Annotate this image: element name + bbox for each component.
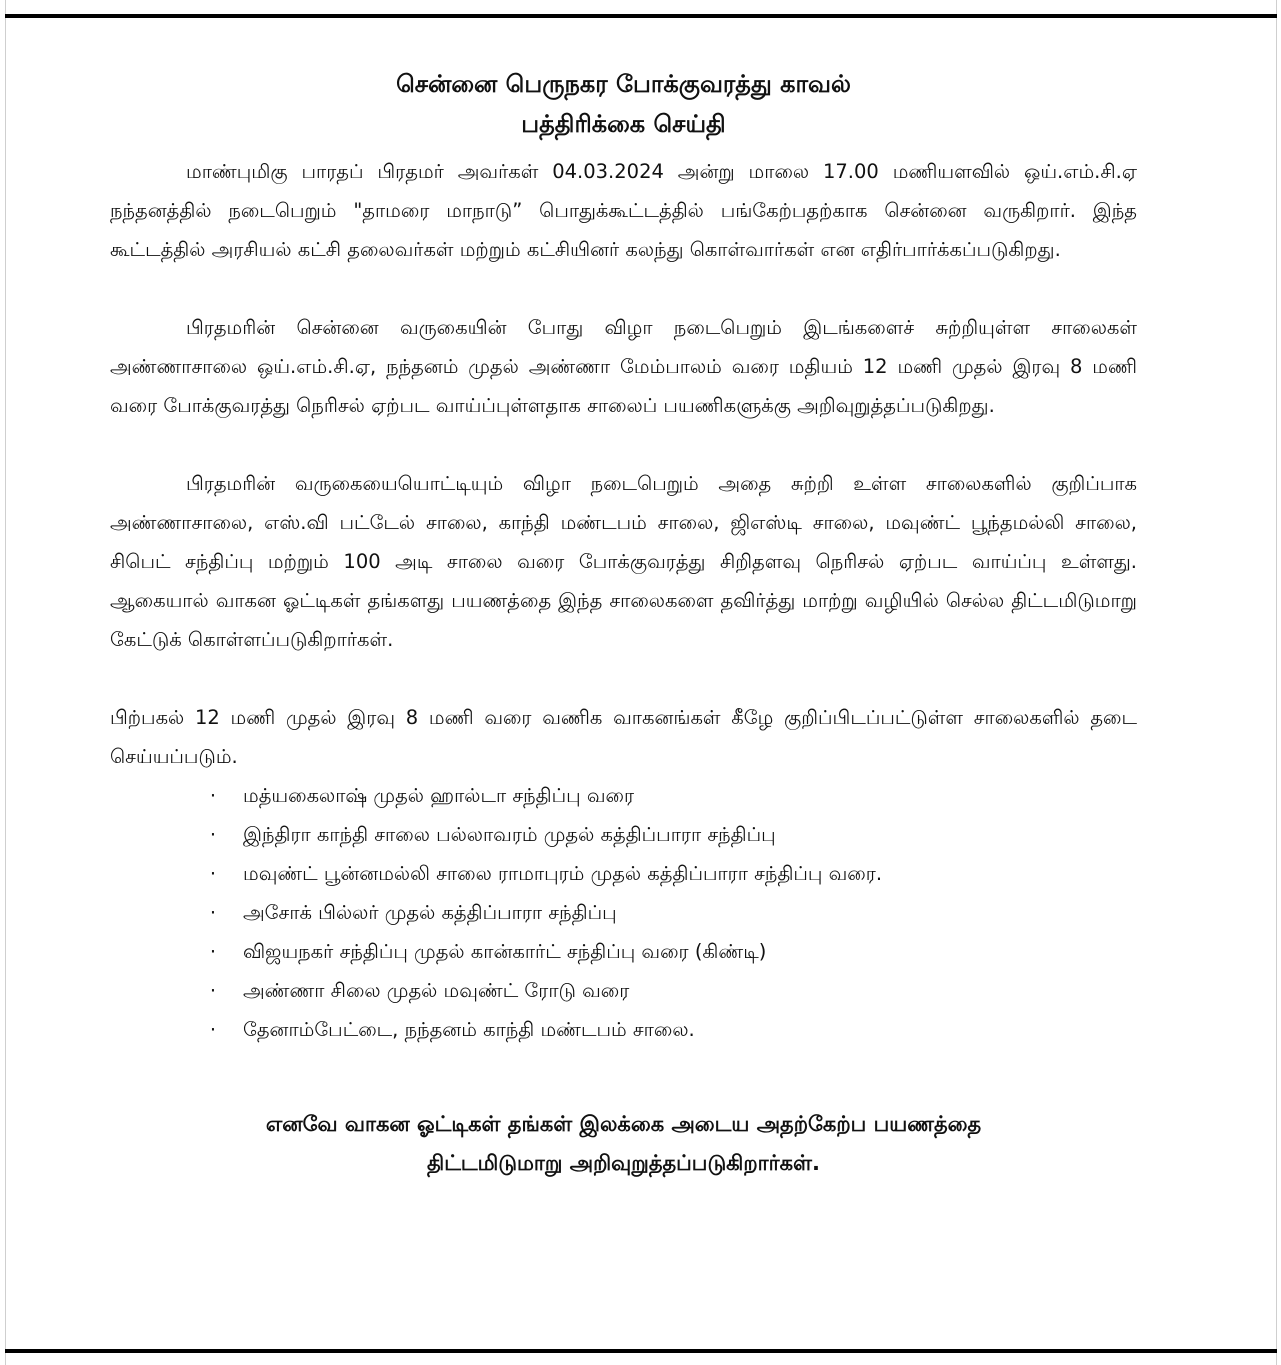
list-item-text: இந்திரா காந்தி சாலை பல்லாவரம் முதல் கத்திப்பாரா சந்திப்பு <box>243 823 776 846</box>
list-item <box>207 893 1137 932</box>
list-item-text: விஜயநகர் சந்திப்பு முதல் கான்கார்ட் சந்திப்பு வரை (கிண்டி) <box>243 940 767 963</box>
list-item <box>207 971 1137 1010</box>
bullet-icon: · <box>209 979 217 1002</box>
paragraph-congestion-annasalai: பிரதமரின் சென்னை வருகையின் போது விழா நடைபெறும் இடங்களைச் சுற்றியுள்ள சாலைகள் அண்ணாசாலை ஒய்.எம்.சி.ஏ, நந்தனம் முதல் அண்ணா மேம்பாலம் வரை மதியம் 12 மணி முதல் இரவு 8 மணி வரை போக்குவரத்து நெரிசல் ஏற்பட வாய்ப்புள்ளதாக சாலைப் பயணிகளுக்கு அறிவுறுத்தப்படுகிறது. <box>110 316 1137 417</box>
list-item <box>207 815 1137 854</box>
bullet-icon: · <box>209 784 217 807</box>
page-edge-left <box>5 0 6 1365</box>
bullet-icon: · <box>209 940 217 963</box>
list-item-text: தேனாம்பேட்டை, நந்தனம் காந்தி மண்டபம் சாலை. <box>243 1018 695 1041</box>
document-title-line1: சென்னை பெருநகர போக்குவரத்து காவல் <box>396 70 851 98</box>
restricted-roads-list <box>110 776 1137 1049</box>
bullet-icon: · <box>209 862 217 885</box>
closing-line1: எனவே வாகன ஓட்டிகள் தங்கள் இலக்கை அடைய அதற்கேற்ப பயணத்தை <box>265 1112 982 1136</box>
list-item <box>207 854 1137 893</box>
paragraph-commercial-vehicle-ban: பிற்பகல் 12 மணி முதல் இரவு 8 மணி வரை வணிக வாகனங்கள் கீழே குறிப்பிடப்பட்டுள்ள சாலைகளில் தடை செய்யப்படும். <box>110 706 1137 768</box>
list-item-text: அசோக் பில்லர் முதல் கத்திப்பாரா சந்திப்பு <box>243 901 617 924</box>
bullet-icon: · <box>209 901 217 924</box>
press-release-document <box>110 64 1137 1183</box>
list-item <box>207 1010 1137 1049</box>
list-item-text: மத்யகைலாஷ் முதல் ஹால்டா சந்திப்பு வரை <box>243 784 635 807</box>
closing-line2: திட்டமிடுமாறு அறிவுறுத்தப்படுகிறார்கள். <box>426 1151 820 1175</box>
paragraph-pm-visit: மாண்புமிகு பாரதப் பிரதமர் அவர்கள் 04.03.2024 அன்று மாலை 17.00 மணியளவில் ஒய்.எம்.சி.ஏ நந்தனத்தில் நடைபெறும் "தாமரை மாநாடு” பொதுக்கூட்டத்தில் பங்கேற்பதற்காக சென்னை வருகிறார். இந்த கூட்டத்தில் அரசியல் கட்சி தலைவர்கள் மற்றும் கட்சியினர் கலந்து கொள்வார்கள் என எதிர்பார்க்கப்படுகிறது. <box>110 160 1137 261</box>
list-item <box>207 932 1137 971</box>
list-item <box>207 776 1137 815</box>
page-edge-right <box>1276 0 1277 1365</box>
list-item-text: அண்ணா சிலை முதல் மவுண்ட் ரோடு வரை <box>243 979 630 1002</box>
paragraph-diversion-advice: பிரதமரின் வருகையையொட்டியும் விழா நடைபெறும் அதை சுற்றி உள்ள சாலைகளில் குறிப்பாக அண்ணாசாலை, எஸ்.வி பட்டேல் சாலை, காந்தி மண்டபம் சாலை, ஜிஎஸ்டி சாலை, மவுண்ட் பூந்தமல்லி சாலை, சிபெட் சந்திப்பு மற்றும் 100 அடி சாலை வரை போக்குவரத்து சிறிதளவு நெரிசல் ஏற்பட வாய்ப்பு உள்ளது. ஆகையால் வாகன ஓட்டிகள் தங்களது பயணத்தை இந்த சாலைகளை தவிர்த்து மாற்று வழியில் செல்ல திட்டமிடுமாறு கேட்டுக் கொள்ளப்படுகிறார்கள். <box>110 472 1137 651</box>
list-item-text: மவுண்ட் பூன்னமல்லி சாலை ராமாபுரம் முதல் கத்திப்பாரா சந்திப்பு வரை. <box>243 862 883 885</box>
closing-advisory <box>110 1105 1137 1183</box>
bottom-rule <box>5 1349 1277 1353</box>
bullet-icon: · <box>209 823 217 846</box>
bullet-icon: · <box>209 1018 217 1041</box>
top-rule <box>5 14 1277 18</box>
document-title-line2: பத்திரிக்கை செய்தி <box>521 110 726 138</box>
